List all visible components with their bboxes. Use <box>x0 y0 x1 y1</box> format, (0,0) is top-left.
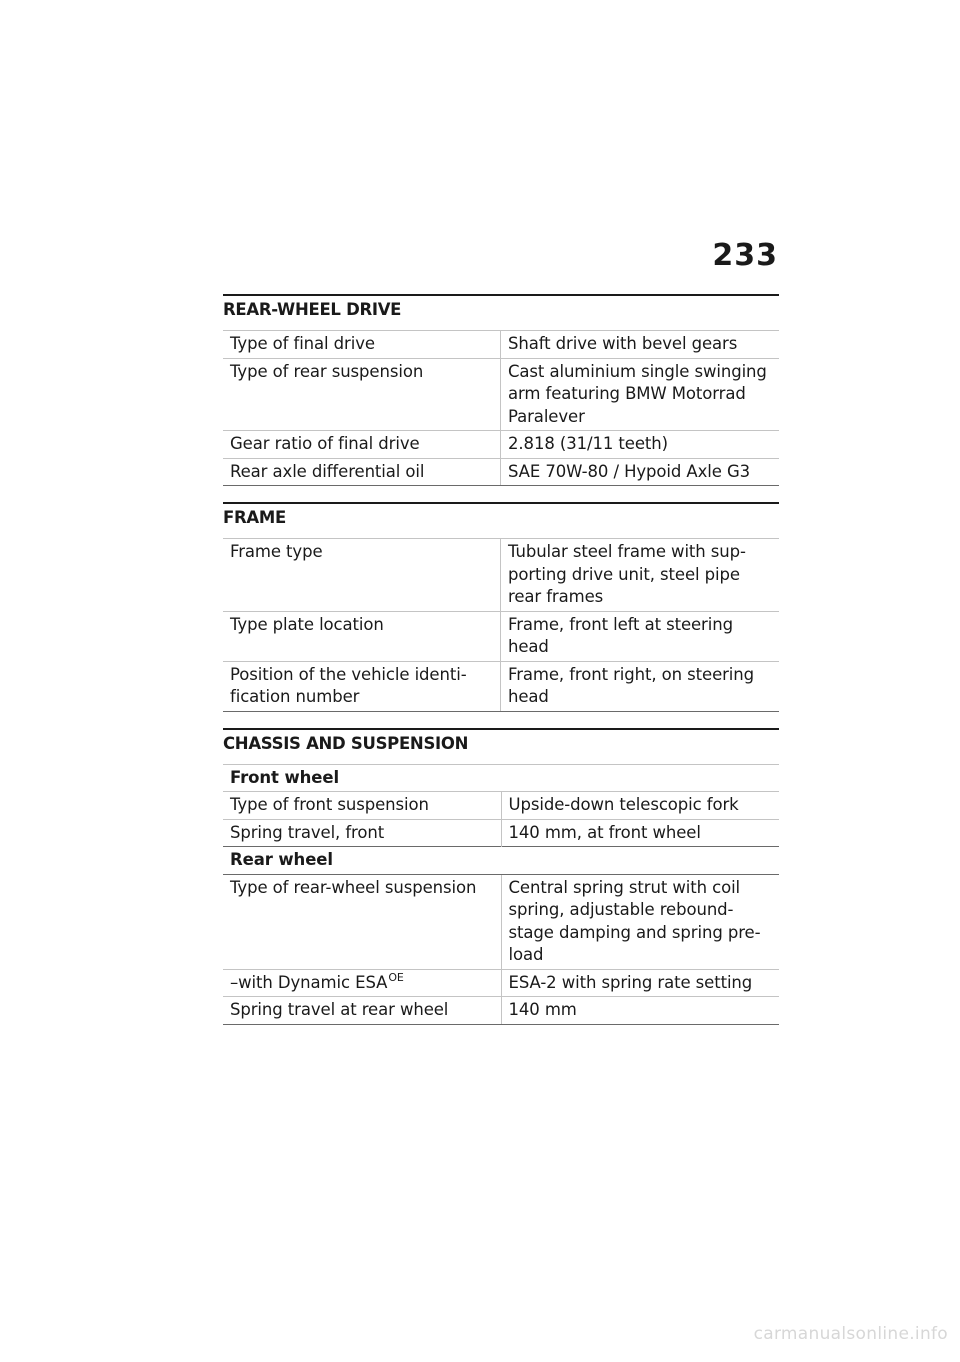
table-row <box>223 539 779 612</box>
row-value: ESA-2 with spring rate setting <box>501 969 779 997</box>
row-value: Upside-down telescopic fork <box>501 792 779 820</box>
row-value: Shaft drive with bevel gears <box>501 331 780 359</box>
row-value: 140 mm, at front wheel <box>501 819 779 847</box>
table-row <box>223 331 779 359</box>
row-label-text: –with Dynamic ESA <box>230 972 388 992</box>
row-value: Central spring strut with coil spring, adjustable rebound-stage damping and spring pre-load <box>501 874 779 969</box>
row-label: Position of the vehicle identi-fication number <box>223 661 501 711</box>
table-subheading-row <box>223 847 779 875</box>
table-row <box>223 661 779 711</box>
spec-table-chassis <box>223 764 779 1025</box>
row-value: 2.818 (31/11 teeth) <box>501 431 780 459</box>
section-heading: REAR-WHEEL DRIVE <box>223 294 779 330</box>
equipment-superscript: OE <box>388 970 404 984</box>
subheading-front-wheel: Front wheel <box>223 764 779 792</box>
table-row <box>223 874 779 969</box>
row-label: Type of rear suspension <box>223 358 501 431</box>
table-row <box>223 997 779 1025</box>
section-rear-wheel-drive <box>223 294 779 486</box>
table-row <box>223 431 779 459</box>
spec-content <box>223 294 779 1041</box>
table-row <box>223 969 779 997</box>
row-label: Type of front suspension <box>223 792 501 820</box>
row-value: Frame, front left at steering head <box>501 611 780 661</box>
row-value: Cast aluminium single swinging arm featuring BMW Motorrad Paralever <box>501 358 780 431</box>
table-row <box>223 358 779 431</box>
section-frame <box>223 502 779 712</box>
section-heading: FRAME <box>223 502 779 538</box>
section-chassis-and-suspension <box>223 728 779 1025</box>
row-label: Spring travel at rear wheel <box>223 997 501 1025</box>
section-heading: CHASSIS AND SUSPENSION <box>223 728 779 764</box>
page-number: 233 <box>712 238 778 273</box>
row-value: Frame, front right, on steering head <box>501 661 780 711</box>
spec-table-rear-wheel-drive <box>223 330 779 486</box>
row-value: Tubular steel frame with sup-porting drive unit, steel pipe rear frames <box>501 539 780 612</box>
row-label: Gear ratio of final drive <box>223 431 501 459</box>
row-label: Spring travel, front <box>223 819 501 847</box>
row-label: Frame type <box>223 539 501 612</box>
table-row <box>223 611 779 661</box>
spec-table-frame <box>223 538 779 712</box>
row-label: Type of rear-wheel suspension <box>223 874 501 969</box>
row-value: 140 mm <box>501 997 779 1025</box>
table-subheading-row <box>223 764 779 792</box>
subheading-rear-wheel: Rear wheel <box>223 847 779 875</box>
row-label: Type plate location <box>223 611 501 661</box>
row-value: SAE 70W-80 / Hypoid Axle G3 <box>501 458 780 486</box>
row-label: Rear axle differential oil <box>223 458 501 486</box>
watermark: carmanualsonline.info <box>753 1324 948 1344</box>
row-label-dynamic-esa <box>223 969 501 997</box>
table-row <box>223 819 779 847</box>
table-row <box>223 458 779 486</box>
table-row <box>223 792 779 820</box>
row-label: Type of final drive <box>223 331 501 359</box>
